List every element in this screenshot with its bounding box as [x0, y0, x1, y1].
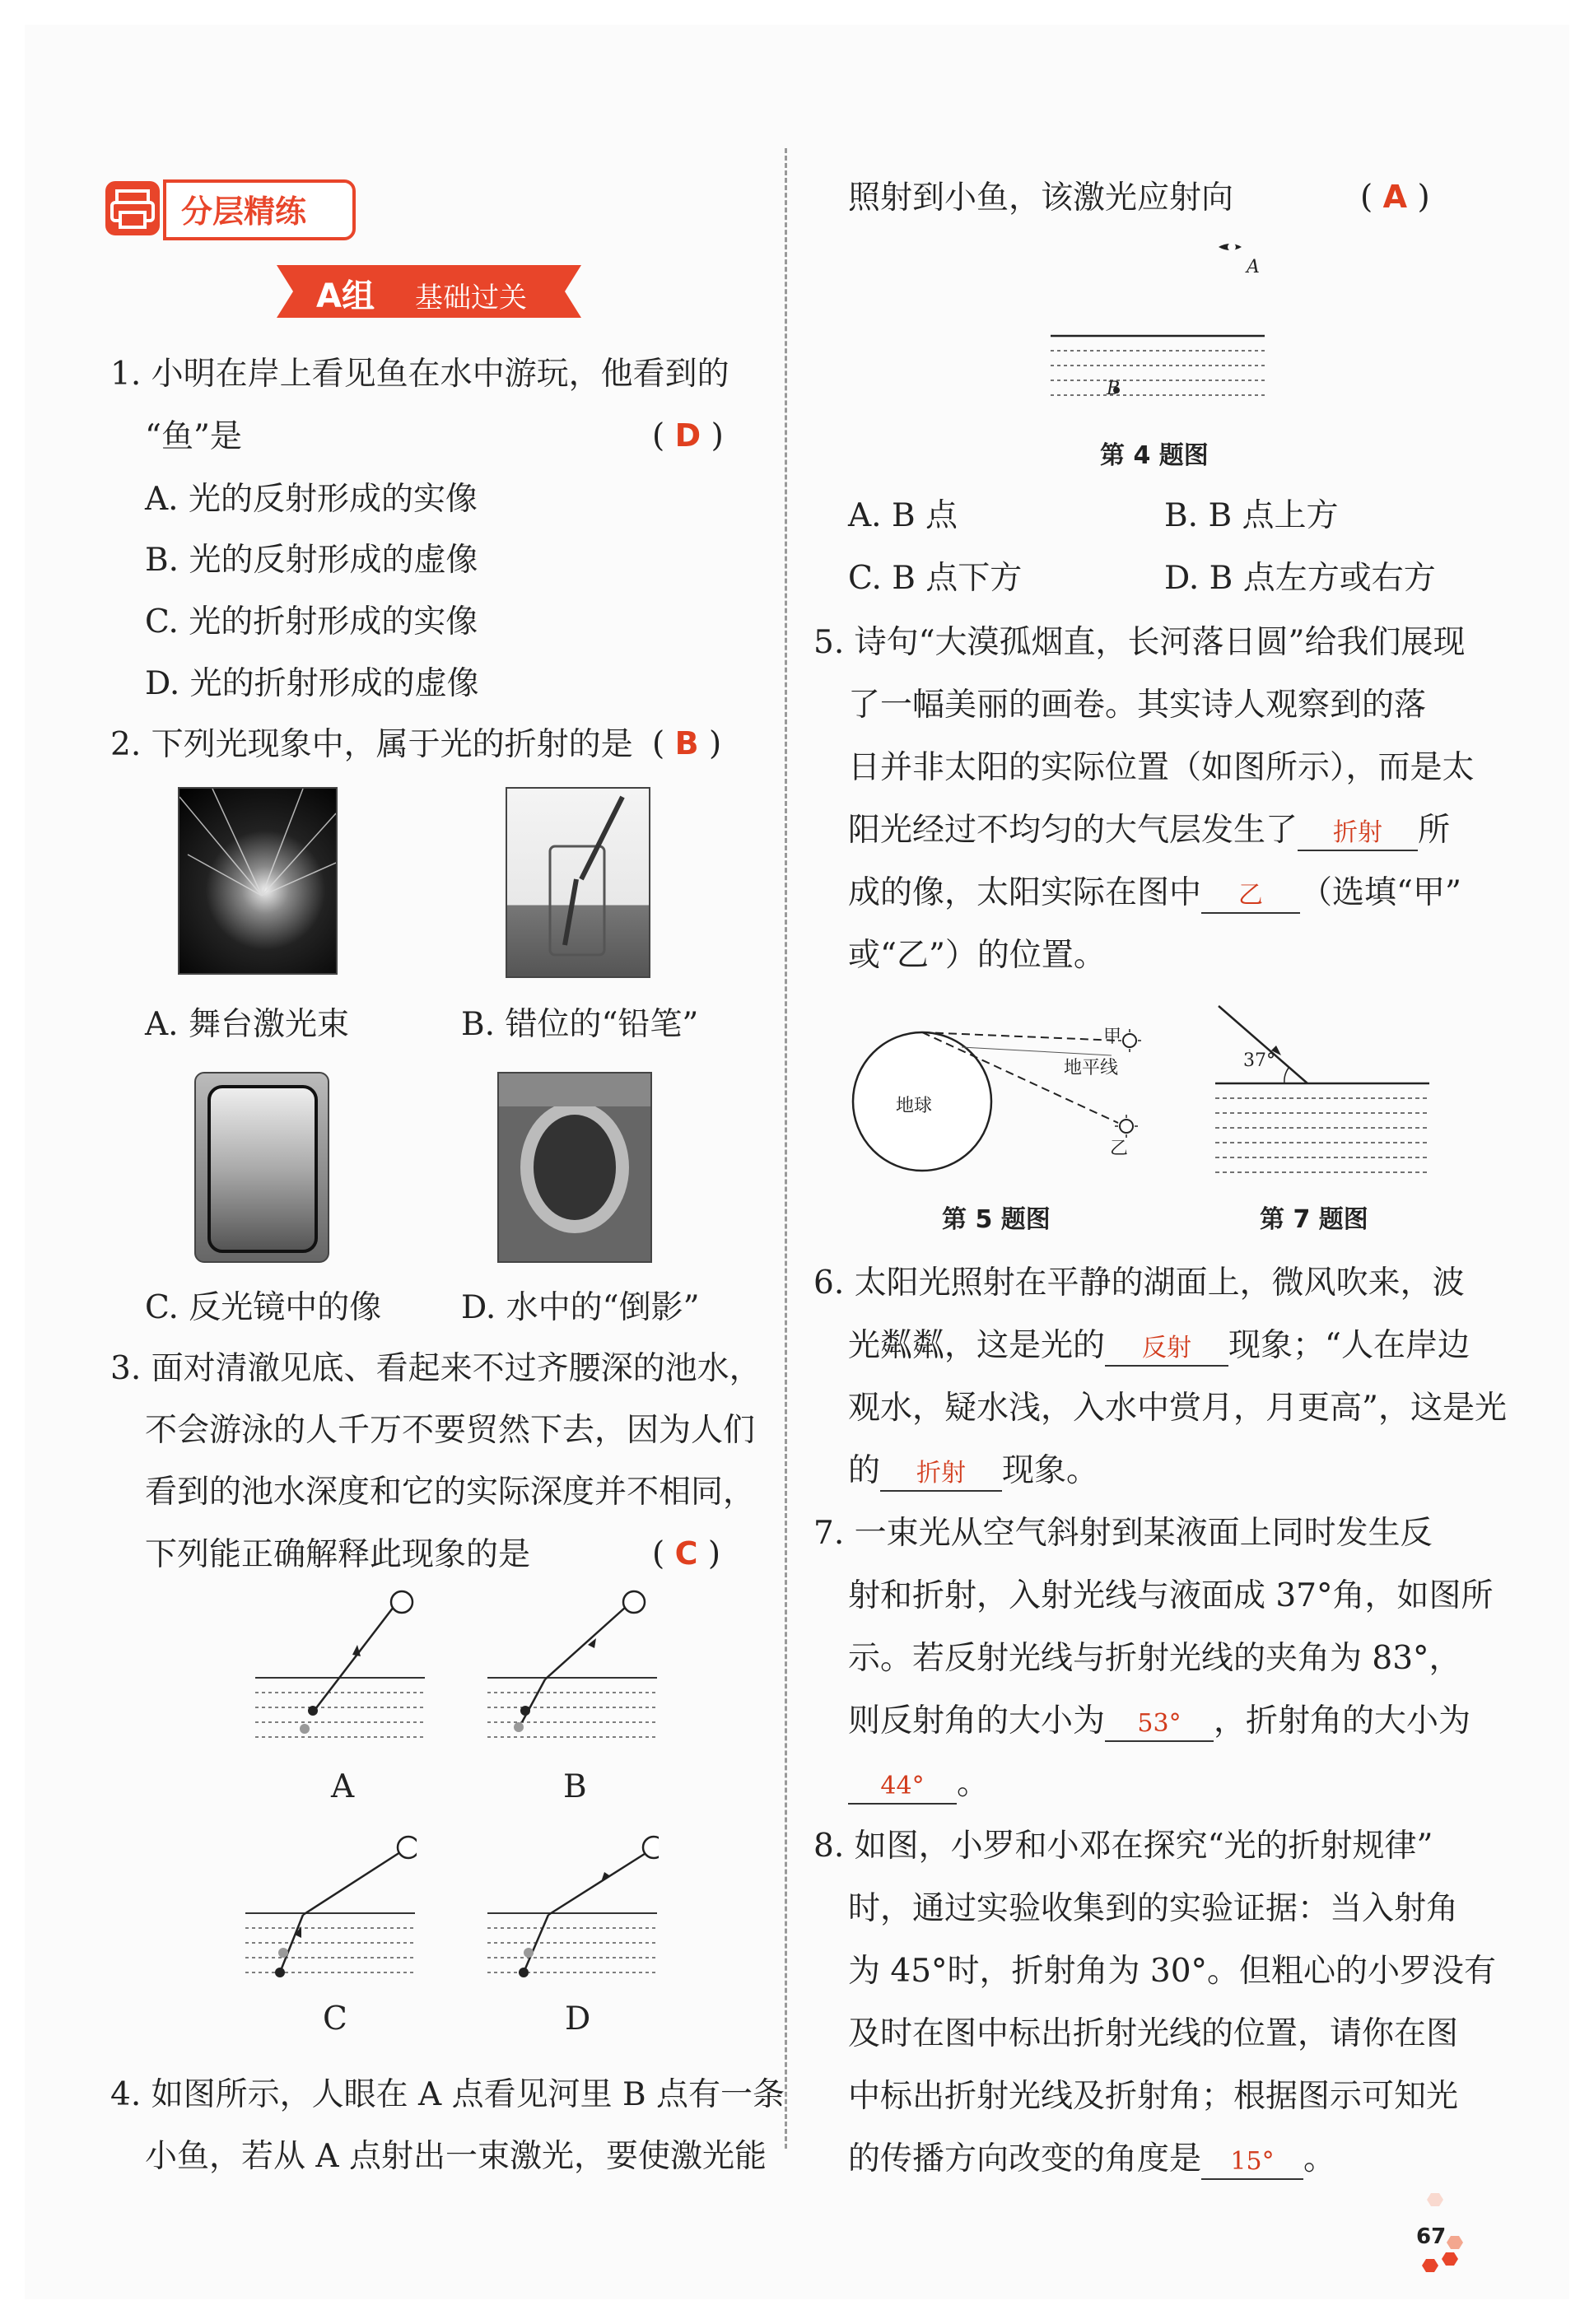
q7-stem-line2: 射和折射，入射光线与液面成 37°角，如图所	[848, 1577, 1494, 1614]
q5-stem-line1: 5. 诗句“大漠孤烟直，长河落日圆”给我们展现	[813, 624, 1466, 661]
section-header	[105, 179, 352, 237]
q8-line6-text-b: 。	[1303, 2140, 1336, 2177]
q2-caption-c: C. 反光镜中的像	[145, 1289, 382, 1326]
q7-stem-line1: 7. 一束光从空气斜射到某液面上同时发生反	[813, 1515, 1433, 1552]
q6-line2-text-b: 现象；“人在岸边	[1228, 1327, 1470, 1364]
q7-diagram	[1202, 996, 1433, 1185]
q1-option-a: A. 光的反射形成的实像	[145, 481, 478, 518]
column-divider	[785, 148, 787, 2149]
q2-stem: 2. 下列光现象中，属于光的折射的是	[110, 726, 633, 763]
q5-blank-1[interactable]: 折射	[1298, 817, 1418, 851]
q3-stem-line4: 下列能正确解释此现象的是	[145, 1536, 531, 1573]
q3-diagram-c	[244, 1823, 417, 1987]
q1-answer-bracket: ( D )	[652, 417, 724, 454]
q4-option-c: C. B 点下方	[848, 560, 1023, 597]
q8-stem-line2: 时，通过实验收集到的实验证据：当入射角	[848, 1890, 1459, 1927]
q4-figure-caption: 第 4 题图	[1100, 441, 1209, 470]
q5-line5-text-a: 成的像，太阳实际在图中	[848, 874, 1202, 911]
q7-stem-line5	[848, 1765, 989, 1805]
q4-answer-bracket: ( A )	[1360, 179, 1430, 216]
stage-laser-photo	[178, 787, 338, 975]
q5-stem-line3: 日并非太阳的实际位置（如图所示），而是太	[848, 749, 1475, 786]
q4-point-b-label: B	[1107, 379, 1121, 399]
q5-figure-caption: 第 5 题图	[942, 1205, 1051, 1234]
q5-stem-line4	[848, 812, 1450, 851]
q7-line4-text-b: ，折射角的大小为	[1214, 1702, 1471, 1740]
q5-stem-line5	[848, 874, 1461, 914]
q3-answer: C	[674, 1535, 698, 1572]
q3-diagram-b	[486, 1587, 659, 1752]
q6-line2-text-a: 光粼粼，这是光的	[848, 1327, 1106, 1364]
bridge-reflection-photo	[497, 1072, 652, 1263]
q3-label-a: A	[331, 1768, 355, 1805]
q4-option-a: A. B 点	[848, 497, 958, 534]
q8-line6-text-a: 的传播方向改变的角度是	[848, 2140, 1202, 2177]
q3-diagram-d	[486, 1823, 659, 1987]
q3-label-d: D	[565, 2000, 591, 2038]
q8-stem-line4: 及时在图中标出折射光线的位置，请你在图	[848, 2015, 1459, 2052]
q7-stem-line3: 示。若反射光线与折射光线的夹角为 83°，	[848, 1640, 1461, 1677]
q6-stem-line2	[848, 1327, 1470, 1367]
q4-answer: A	[1382, 179, 1408, 215]
q1-stem-line2: “鱼”是	[145, 418, 242, 455]
q1-stem-line1: 1. 小明在岸上看见鱼在水中游玩，他看到的	[110, 356, 729, 393]
q2-caption-b: B. 错位的“铅笔”	[461, 1006, 699, 1043]
pencil-in-glass-photo	[506, 787, 650, 978]
q6-stem-line3: 观水，疑水浅，入水中赏月，月更高”，这是光	[848, 1390, 1507, 1427]
q6-line4-text-b: 现象。	[1002, 1452, 1099, 1489]
q7-stem-line4	[848, 1702, 1470, 1742]
q2-caption-d: D. 水中的“倒影”	[461, 1289, 700, 1326]
q1-option-d: D. 光的折射形成的虚像	[145, 665, 479, 702]
q6-blank-2[interactable]: 折射	[880, 1457, 1002, 1492]
q1-answer: D	[674, 417, 701, 454]
q5-horizon-label: 地平线	[1064, 1058, 1119, 1078]
q1-option-c: C. 光的折射形成的实像	[145, 603, 478, 640]
q7-blank-1[interactable]: 53°	[1105, 1707, 1214, 1742]
q3-label-b: B	[563, 1768, 587, 1805]
q4-stem-line3: 照射到小鱼，该激光应射向	[848, 179, 1234, 217]
q4-stem-line2: 小鱼，若从 A 点射出一束激光，要使激光能	[145, 2138, 767, 2175]
q4-stem-line1: 4. 如图所示，人眼在 A 点看见河里 B 点有一条	[110, 2076, 785, 2113]
printer-icon	[105, 181, 160, 235]
page-number: 67	[1416, 2224, 1447, 2249]
q6-blank-1[interactable]: 反射	[1105, 1332, 1228, 1367]
q5-sun-yi-label: 乙	[1110, 1139, 1129, 1159]
q6-stem-line4	[848, 1452, 1098, 1492]
q2-answer-bracket: ( B )	[652, 725, 722, 762]
q4-option-d: D. B 点左方或右方	[1164, 560, 1436, 597]
group-badge: A组	[316, 277, 375, 315]
q8-stem-line3: 为 45°时，折射角为 30°。但粗心的小罗没有	[848, 1953, 1497, 1990]
q5-blank-2[interactable]: 乙	[1201, 879, 1300, 914]
q3-answer-bracket: ( C )	[652, 1535, 721, 1572]
q7-line5-text-b: 。	[957, 1765, 990, 1802]
q5-line4-text-a: 阳光经过不均匀的大气层发生了	[848, 812, 1298, 849]
q4-option-b: B. B 点上方	[1164, 497, 1339, 534]
q6-line4-text-a: 的	[848, 1452, 881, 1489]
q2-caption-a: A. 舞台激光束	[145, 1006, 349, 1043]
group-title: 基础过关	[415, 282, 527, 314]
q4-point-a-label: A	[1247, 257, 1260, 277]
q5-stem-line6: 或“乙”）的位置。	[848, 937, 1106, 974]
q8-blank-1[interactable]: 15°	[1201, 2145, 1303, 2180]
q2-answer: B	[674, 725, 699, 761]
rearview-mirror-photo	[194, 1072, 329, 1263]
q3-stem-line3: 看到的池水深度和它的实际深度并不相同，	[145, 1474, 756, 1511]
q7-blank-2[interactable]: 44°	[848, 1770, 957, 1805]
q5-line4-text-b: 所	[1418, 812, 1451, 849]
q8-stem-line1: 8. 如图，小罗和小邓在探究“光的折射规律”	[813, 1828, 1433, 1865]
q1-option-b: B. 光的反射形成的虚像	[145, 542, 478, 579]
q3-stem-line2: 不会游泳的人千万不要贸然下去，因为人们	[145, 1412, 756, 1449]
q7-line4-text-a: 则反射角的大小为	[848, 1702, 1106, 1740]
q8-stem-line5: 中标出折射光线及折射角；根据图示可知光	[848, 2078, 1459, 2115]
section-title: 分层精练	[181, 193, 307, 230]
q5-sun-jia-label: 甲	[1103, 1027, 1122, 1047]
q3-diagram-a	[254, 1587, 426, 1752]
q8-stem-line6	[848, 2140, 1335, 2180]
q3-label-c: C	[323, 2000, 347, 2038]
q6-stem-line1: 6. 太阳光照射在平静的湖面上，微风吹来，波	[813, 1264, 1465, 1302]
q5-stem-line2: 了一幅美丽的画卷。其实诗人观察到的落	[848, 687, 1427, 724]
group-banner	[277, 265, 581, 318]
q7-figure-caption: 第 7 题图	[1260, 1205, 1368, 1234]
q5-line5-text-b: （选填“甲”	[1300, 874, 1461, 911]
q5-earth-label: 地球	[896, 1096, 933, 1116]
q7-angle-label: 37°	[1243, 1050, 1275, 1071]
q3-stem-line1: 3. 面对清澈见底、看起来不过齐腰深的池水，	[110, 1350, 762, 1387]
